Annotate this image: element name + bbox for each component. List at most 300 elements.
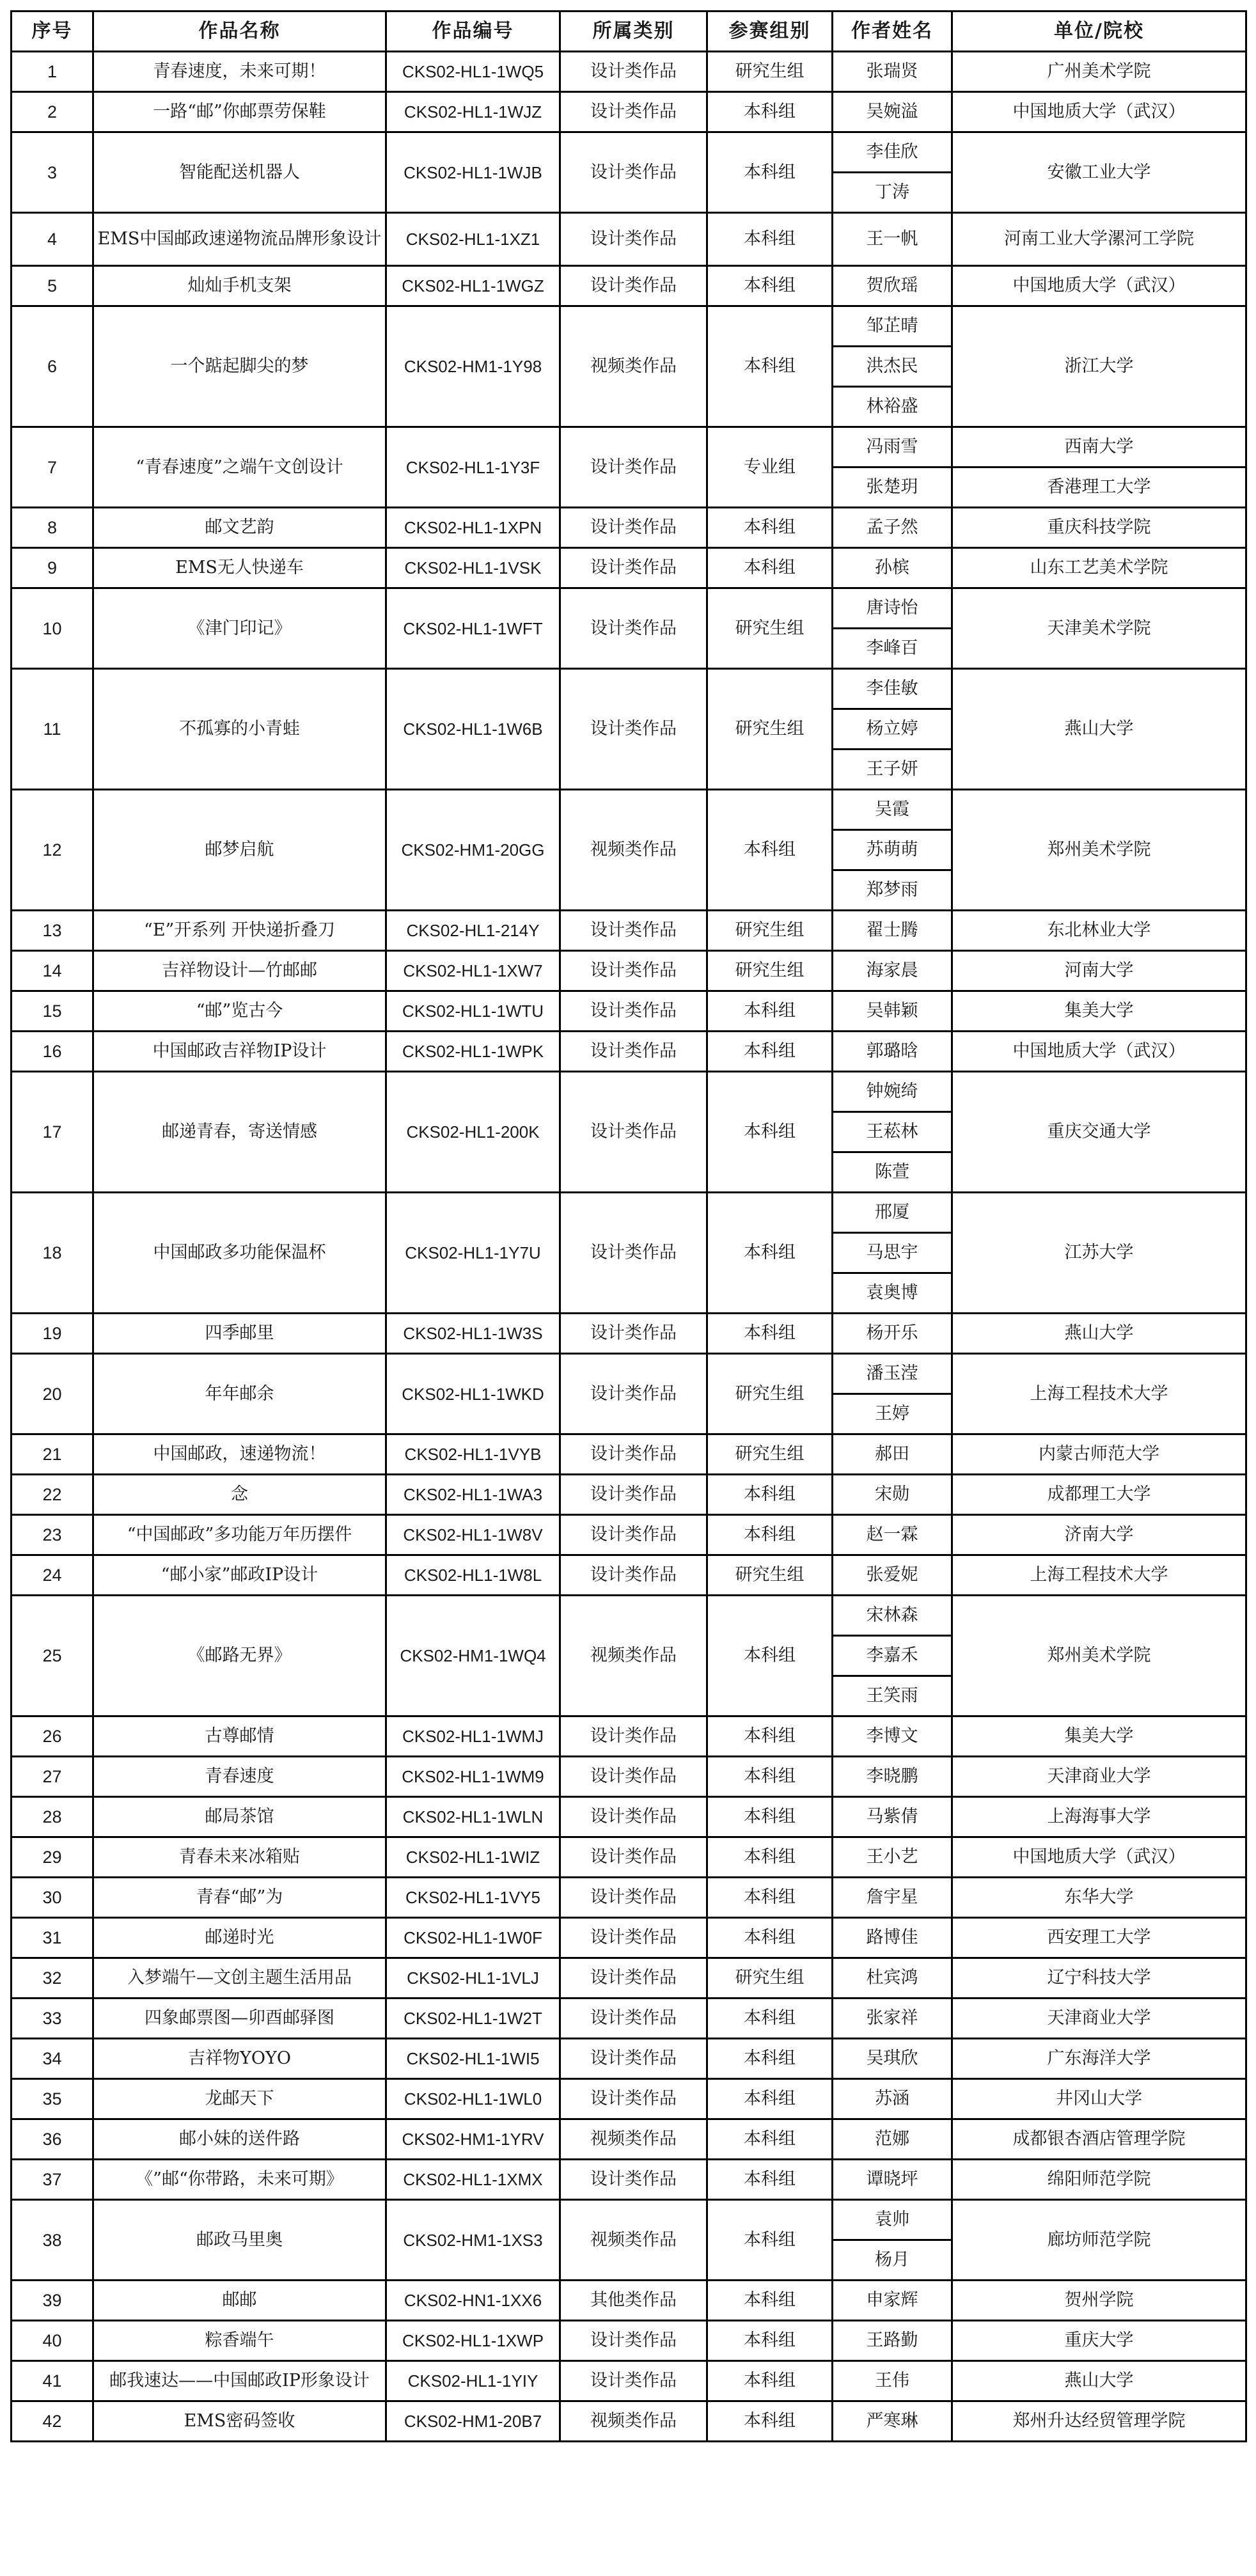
cell-work-code: CKS02-HL1-1WLN bbox=[386, 1797, 560, 1837]
cell-category: 视频类作品 bbox=[560, 306, 707, 427]
cell-work-code: CKS02-HL1-1XW7 bbox=[386, 951, 560, 991]
cell-group: 本科组 bbox=[707, 1878, 833, 1918]
cell-work-code: CKS02-HL1-1WPK bbox=[386, 1032, 560, 1072]
cell-seq: 19 bbox=[12, 1314, 93, 1354]
cell-author: 林裕盛 bbox=[833, 387, 952, 427]
cell-author: 海家晨 bbox=[833, 951, 952, 991]
cell-school: 天津商业大学 bbox=[952, 1757, 1246, 1797]
cell-seq: 31 bbox=[12, 1918, 93, 1958]
cell-group: 研究生组 bbox=[707, 911, 833, 951]
cell-school: 济南大学 bbox=[952, 1515, 1246, 1555]
cell-work-code: CKS02-HL1-1WA3 bbox=[386, 1475, 560, 1515]
table-row bbox=[12, 1797, 1246, 1837]
cell-group: 本科组 bbox=[707, 306, 833, 427]
cell-seq: 3 bbox=[12, 132, 93, 213]
cell-author: 宋林森 bbox=[833, 1596, 952, 1636]
cell-category: 设计类作品 bbox=[560, 1757, 707, 1797]
cell-work-code: CKS02-HL1-1W3S bbox=[386, 1314, 560, 1354]
table-row bbox=[12, 548, 1246, 588]
cell-category: 视频类作品 bbox=[560, 790, 707, 911]
cell-work-name: EMS中国邮政速递物流品牌形象设计 bbox=[93, 213, 386, 266]
cell-seq: 2 bbox=[12, 92, 93, 132]
cell-school: 重庆交通大学 bbox=[952, 1072, 1246, 1193]
cell-work-code: CKS02-HL1-1WGZ bbox=[386, 266, 560, 306]
cell-group: 本科组 bbox=[707, 1072, 833, 1193]
cell-author: 李博文 bbox=[833, 1716, 952, 1757]
cell-work-code: CKS02-HL1-214Y bbox=[386, 911, 560, 951]
cell-work-name: 邮递时光 bbox=[93, 1918, 386, 1958]
cell-seq: 5 bbox=[12, 266, 93, 306]
cell-work-code: CKS02-HL1-1XZ1 bbox=[386, 213, 560, 266]
cell-author: 王菘林 bbox=[833, 1112, 952, 1152]
cell-group: 本科组 bbox=[707, 2361, 833, 2401]
cell-work-code: CKS02-HM1-1WQ4 bbox=[386, 1596, 560, 1716]
cell-work-code: CKS02-HM1-1XS3 bbox=[386, 2200, 560, 2281]
cell-author: 冯雨雪 bbox=[833, 427, 952, 467]
cell-work-name: 青春速度 bbox=[93, 1757, 386, 1797]
cell-category: 设计类作品 bbox=[560, 548, 707, 588]
cell-work-code: CKS02-HL1-1WTU bbox=[386, 991, 560, 1032]
cell-work-code: CKS02-HL1-1WQ5 bbox=[386, 52, 560, 92]
cell-work-code: CKS02-HL1-1WMJ bbox=[386, 1716, 560, 1757]
cell-category: 设计类作品 bbox=[560, 588, 707, 669]
cell-group: 本科组 bbox=[707, 266, 833, 306]
cell-category: 设计类作品 bbox=[560, 2361, 707, 2401]
cell-group: 研究生组 bbox=[707, 1958, 833, 1999]
cell-author: 杨开乐 bbox=[833, 1314, 952, 1354]
table-row bbox=[12, 1354, 1246, 1394]
table-row bbox=[12, 1918, 1246, 1958]
cell-work-name: 入梦端午—文创主题生活用品 bbox=[93, 1958, 386, 1999]
cell-school: 天津商业大学 bbox=[952, 1999, 1246, 2039]
cell-seq: 22 bbox=[12, 1475, 93, 1515]
cell-category: 设计类作品 bbox=[560, 1434, 707, 1475]
cell-group: 本科组 bbox=[707, 213, 833, 266]
cell-group: 本科组 bbox=[707, 508, 833, 548]
cell-seq: 20 bbox=[12, 1354, 93, 1434]
cell-author: 陈萱 bbox=[833, 1152, 952, 1193]
cell-work-name: 念 bbox=[93, 1475, 386, 1515]
cell-school: 内蒙古师范大学 bbox=[952, 1434, 1246, 1475]
cell-seq: 7 bbox=[12, 427, 93, 508]
cell-group: 本科组 bbox=[707, 1515, 833, 1555]
cell-school: 香港理工大学 bbox=[952, 467, 1246, 508]
cell-seq: 27 bbox=[12, 1757, 93, 1797]
cell-seq: 8 bbox=[12, 508, 93, 548]
cell-group: 研究生组 bbox=[707, 1555, 833, 1596]
cell-work-code: CKS02-HL1-200K bbox=[386, 1072, 560, 1193]
cell-category: 设计类作品 bbox=[560, 1354, 707, 1434]
cell-author: 杨立婷 bbox=[833, 709, 952, 750]
cell-seq: 13 bbox=[12, 911, 93, 951]
cell-category: 视频类作品 bbox=[560, 2401, 707, 2442]
cell-group: 本科组 bbox=[707, 1314, 833, 1354]
award-table bbox=[10, 10, 1247, 2442]
cell-seq: 30 bbox=[12, 1878, 93, 1918]
cell-category: 设计类作品 bbox=[560, 508, 707, 548]
cell-work-code: CKS02-HL1-1W0F bbox=[386, 1918, 560, 1958]
cell-school: 集美大学 bbox=[952, 991, 1246, 1032]
cell-work-name: 邮文艺韵 bbox=[93, 508, 386, 548]
cell-category: 视频类作品 bbox=[560, 2119, 707, 2160]
cell-author: 吴琪欣 bbox=[833, 2039, 952, 2079]
table-row bbox=[12, 2361, 1246, 2401]
cell-school: 集美大学 bbox=[952, 1716, 1246, 1757]
table-row bbox=[12, 790, 1246, 830]
cell-group: 本科组 bbox=[707, 1918, 833, 1958]
cell-category: 设计类作品 bbox=[560, 92, 707, 132]
cell-seq: 12 bbox=[12, 790, 93, 911]
cell-work-name: 一路“邮”你邮票劳保鞋 bbox=[93, 92, 386, 132]
cell-group: 本科组 bbox=[707, 1716, 833, 1757]
table-row bbox=[12, 1072, 1246, 1112]
cell-category: 设计类作品 bbox=[560, 1999, 707, 2039]
cell-school: 绵阳师范学院 bbox=[952, 2160, 1246, 2200]
table-row bbox=[12, 1958, 1246, 1999]
header-group: 参赛组别 bbox=[707, 12, 833, 52]
header-school: 单位/院校 bbox=[952, 12, 1246, 52]
cell-author: 王子妍 bbox=[833, 750, 952, 790]
cell-work-name: 邮邮 bbox=[93, 2281, 386, 2321]
cell-author: 杜宾鸿 bbox=[833, 1958, 952, 1999]
cell-author: 张瑞贤 bbox=[833, 52, 952, 92]
cell-author: 钟婉绮 bbox=[833, 1072, 952, 1112]
cell-school: 辽宁科技大学 bbox=[952, 1958, 1246, 1999]
cell-work-code: CKS02-HL1-1XWP bbox=[386, 2321, 560, 2361]
cell-author: 张爱妮 bbox=[833, 1555, 952, 1596]
cell-seq: 42 bbox=[12, 2401, 93, 2442]
cell-work-name: 四象邮票图—卯酉邮驿图 bbox=[93, 1999, 386, 2039]
cell-seq: 26 bbox=[12, 1716, 93, 1757]
cell-author: 贺欣瑶 bbox=[833, 266, 952, 306]
header-seq: 序号 bbox=[12, 12, 93, 52]
cell-school: 西安理工大学 bbox=[952, 1918, 1246, 1958]
table-row bbox=[12, 1032, 1246, 1072]
table-row bbox=[12, 1999, 1246, 2039]
cell-seq: 6 bbox=[12, 306, 93, 427]
cell-work-code: CKS02-HL1-1W6B bbox=[386, 669, 560, 790]
table-row bbox=[12, 2281, 1246, 2321]
cell-author: 袁奥博 bbox=[833, 1273, 952, 1314]
table-row bbox=[12, 911, 1246, 951]
cell-school: 安徽工业大学 bbox=[952, 132, 1246, 213]
cell-group: 本科组 bbox=[707, 92, 833, 132]
cell-seq: 10 bbox=[12, 588, 93, 669]
cell-seq: 16 bbox=[12, 1032, 93, 1072]
cell-group: 本科组 bbox=[707, 2039, 833, 2079]
cell-author: 李佳敏 bbox=[833, 669, 952, 709]
cell-work-name: 一个踮起脚尖的梦 bbox=[93, 306, 386, 427]
cell-author: 郭璐晗 bbox=[833, 1032, 952, 1072]
cell-category: 设计类作品 bbox=[560, 1918, 707, 1958]
cell-category: 设计类作品 bbox=[560, 2160, 707, 2200]
cell-school: 重庆科技学院 bbox=[952, 508, 1246, 548]
cell-work-name: “邮小家”邮政IP设计 bbox=[93, 1555, 386, 1596]
cell-work-code: CKS02-HL1-1WKD bbox=[386, 1354, 560, 1434]
cell-category: 设计类作品 bbox=[560, 911, 707, 951]
cell-author: 宋勋 bbox=[833, 1475, 952, 1515]
cell-work-name: 智能配送机器人 bbox=[93, 132, 386, 213]
cell-author: 李嘉禾 bbox=[833, 1636, 952, 1676]
table-row bbox=[12, 2079, 1246, 2119]
cell-work-name: 邮小妹的送件路 bbox=[93, 2119, 386, 2160]
table-row bbox=[12, 1475, 1246, 1515]
cell-work-code: CKS02-HL1-1YIY bbox=[386, 2361, 560, 2401]
table-row bbox=[12, 132, 1246, 173]
cell-school: 郑州美术学院 bbox=[952, 790, 1246, 911]
cell-work-name: 《”邮“你带路，未来可期》 bbox=[93, 2160, 386, 2200]
cell-category: 设计类作品 bbox=[560, 1555, 707, 1596]
cell-seq: 38 bbox=[12, 2200, 93, 2281]
cell-seq: 28 bbox=[12, 1797, 93, 1837]
cell-work-code: CKS02-HL1-1W8V bbox=[386, 1515, 560, 1555]
cell-work-code: CKS02-HL1-1XMX bbox=[386, 2160, 560, 2200]
cell-school: 江苏大学 bbox=[952, 1193, 1246, 1314]
cell-school: 郑州升达经贸管理学院 bbox=[952, 2401, 1246, 2442]
cell-work-code: CKS02-HL1-1W2T bbox=[386, 1999, 560, 2039]
table-row bbox=[12, 588, 1246, 629]
cell-group: 本科组 bbox=[707, 1837, 833, 1878]
cell-seq: 14 bbox=[12, 951, 93, 991]
cell-school: 成都银杏酒店管理学院 bbox=[952, 2119, 1246, 2160]
cell-author: 路博佳 bbox=[833, 1918, 952, 1958]
cell-work-code: CKS02-HM1-1Y98 bbox=[386, 306, 560, 427]
cell-category: 设计类作品 bbox=[560, 1878, 707, 1918]
cell-author: 范娜 bbox=[833, 2119, 952, 2160]
cell-seq: 33 bbox=[12, 1999, 93, 2039]
cell-author: 丁涛 bbox=[833, 173, 952, 213]
cell-work-name: 不孤寡的小青蛙 bbox=[93, 669, 386, 790]
table-row bbox=[12, 2039, 1246, 2079]
cell-seq: 35 bbox=[12, 2079, 93, 2119]
cell-seq: 37 bbox=[12, 2160, 93, 2200]
cell-category: 设计类作品 bbox=[560, 951, 707, 991]
cell-work-code: CKS02-HL1-1WI5 bbox=[386, 2039, 560, 2079]
cell-category: 设计类作品 bbox=[560, 991, 707, 1032]
cell-category: 视频类作品 bbox=[560, 2200, 707, 2281]
cell-school: 浙江大学 bbox=[952, 306, 1246, 427]
cell-seq: 36 bbox=[12, 2119, 93, 2160]
cell-group: 研究生组 bbox=[707, 588, 833, 669]
cell-category: 设计类作品 bbox=[560, 2321, 707, 2361]
cell-author: 孙槟 bbox=[833, 548, 952, 588]
cell-work-name: 灿灿手机支架 bbox=[93, 266, 386, 306]
cell-group: 研究生组 bbox=[707, 1434, 833, 1475]
cell-author: 王伟 bbox=[833, 2361, 952, 2401]
cell-school: 中国地质大学（武汉） bbox=[952, 1032, 1246, 1072]
cell-author: 谭晓坪 bbox=[833, 2160, 952, 2200]
cell-work-name: 粽香端午 bbox=[93, 2321, 386, 2361]
cell-work-code: CKS02-HL1-1WL0 bbox=[386, 2079, 560, 2119]
cell-seq: 4 bbox=[12, 213, 93, 266]
table-row bbox=[12, 1515, 1246, 1555]
cell-school: 西南大学 bbox=[952, 427, 1246, 467]
cell-school: 上海工程技术大学 bbox=[952, 1354, 1246, 1434]
cell-work-name: 青春未来冰箱贴 bbox=[93, 1837, 386, 1878]
cell-school: 东华大学 bbox=[952, 1878, 1246, 1918]
cell-author: 孟子然 bbox=[833, 508, 952, 548]
cell-work-code: CKS02-HM1-1YRV bbox=[386, 2119, 560, 2160]
cell-author: 吴韩颖 bbox=[833, 991, 952, 1032]
cell-work-code: CKS02-HL1-1VYB bbox=[386, 1434, 560, 1475]
header-work-name: 作品名称 bbox=[93, 12, 386, 52]
cell-school: 燕山大学 bbox=[952, 1314, 1246, 1354]
cell-group: 研究生组 bbox=[707, 52, 833, 92]
cell-work-name: EMS密码签收 bbox=[93, 2401, 386, 2442]
cell-school: 郑州美术学院 bbox=[952, 1596, 1246, 1716]
cell-seq: 9 bbox=[12, 548, 93, 588]
cell-author: 杨月 bbox=[833, 2240, 952, 2281]
cell-work-code: CKS02-HL1-1WJB bbox=[386, 132, 560, 213]
cell-school: 上海海事大学 bbox=[952, 1797, 1246, 1837]
cell-work-name: 中国邮政吉祥物IP设计 bbox=[93, 1032, 386, 1072]
cell-work-code: CKS02-HL1-1WJZ bbox=[386, 92, 560, 132]
cell-work-code: CKS02-HL1-1VSK bbox=[386, 548, 560, 588]
cell-school: 东北林业大学 bbox=[952, 911, 1246, 951]
cell-work-code: CKS02-HL1-1WFT bbox=[386, 588, 560, 669]
cell-group: 本科组 bbox=[707, 790, 833, 911]
table-row bbox=[12, 1596, 1246, 1636]
cell-author: 苏涵 bbox=[833, 2079, 952, 2119]
cell-author: 李佳欣 bbox=[833, 132, 952, 173]
cell-group: 本科组 bbox=[707, 1797, 833, 1837]
table-row bbox=[12, 1878, 1246, 1918]
cell-group: 本科组 bbox=[707, 991, 833, 1032]
cell-school: 广东海洋大学 bbox=[952, 2039, 1246, 2079]
cell-group: 本科组 bbox=[707, 2200, 833, 2281]
cell-seq: 29 bbox=[12, 1837, 93, 1878]
cell-work-name: “E”开系列 开快递折叠刀 bbox=[93, 911, 386, 951]
cell-work-name: 中国邮政多功能保温杯 bbox=[93, 1193, 386, 1314]
table-row bbox=[12, 2321, 1246, 2361]
cell-seq: 11 bbox=[12, 669, 93, 790]
cell-author: 李晓鹏 bbox=[833, 1757, 952, 1797]
cell-seq: 15 bbox=[12, 991, 93, 1032]
cell-seq: 24 bbox=[12, 1555, 93, 1596]
cell-work-code: CKS02-HL1-1XPN bbox=[386, 508, 560, 548]
cell-work-code: CKS02-HM1-20B7 bbox=[386, 2401, 560, 2442]
cell-group: 本科组 bbox=[707, 1596, 833, 1716]
cell-work-code: CKS02-HL1-1WM9 bbox=[386, 1757, 560, 1797]
cell-group: 本科组 bbox=[707, 1999, 833, 2039]
cell-author: 袁帅 bbox=[833, 2200, 952, 2240]
cell-category: 设计类作品 bbox=[560, 669, 707, 790]
table-row bbox=[12, 213, 1246, 266]
cell-category: 设计类作品 bbox=[560, 1193, 707, 1314]
cell-author: 翟士腾 bbox=[833, 911, 952, 951]
cell-work-name: EMS无人快递车 bbox=[93, 548, 386, 588]
table-body bbox=[12, 52, 1246, 2442]
cell-school: 天津美术学院 bbox=[952, 588, 1246, 669]
header-work-code: 作品编号 bbox=[386, 12, 560, 52]
cell-seq: 1 bbox=[12, 52, 93, 92]
cell-work-name: 四季邮里 bbox=[93, 1314, 386, 1354]
cell-work-code: CKS02-HL1-1VY5 bbox=[386, 1878, 560, 1918]
cell-work-name: 中国邮政，速递物流！ bbox=[93, 1434, 386, 1475]
cell-category: 设计类作品 bbox=[560, 1958, 707, 1999]
cell-work-name: 年年邮余 bbox=[93, 1354, 386, 1434]
table-row bbox=[12, 1555, 1246, 1596]
cell-author: 王一帆 bbox=[833, 213, 952, 266]
cell-author: 马紫倩 bbox=[833, 1797, 952, 1837]
cell-author: 潘玉滢 bbox=[833, 1354, 952, 1394]
cell-seq: 34 bbox=[12, 2039, 93, 2079]
cell-group: 本科组 bbox=[707, 1475, 833, 1515]
header-author: 作者姓名 bbox=[833, 12, 952, 52]
table-row bbox=[12, 669, 1246, 709]
table-header-row bbox=[12, 12, 1246, 52]
cell-author: 申家辉 bbox=[833, 2281, 952, 2321]
table-row bbox=[12, 52, 1246, 92]
cell-category: 设计类作品 bbox=[560, 2079, 707, 2119]
table-row bbox=[12, 991, 1246, 1032]
cell-category: 其他类作品 bbox=[560, 2281, 707, 2321]
cell-category: 设计类作品 bbox=[560, 1032, 707, 1072]
cell-work-name: 邮政马里奥 bbox=[93, 2200, 386, 2281]
cell-group: 研究生组 bbox=[707, 951, 833, 991]
cell-group: 本科组 bbox=[707, 1032, 833, 1072]
cell-school: 中国地质大学（武汉） bbox=[952, 1837, 1246, 1878]
cell-author: 张家祥 bbox=[833, 1999, 952, 2039]
cell-category: 设计类作品 bbox=[560, 1314, 707, 1354]
cell-category: 设计类作品 bbox=[560, 427, 707, 508]
cell-category: 设计类作品 bbox=[560, 52, 707, 92]
cell-group: 本科组 bbox=[707, 132, 833, 213]
cell-group: 本科组 bbox=[707, 2160, 833, 2200]
cell-work-name: 邮梦启航 bbox=[93, 790, 386, 911]
cell-group: 本科组 bbox=[707, 1757, 833, 1797]
cell-seq: 21 bbox=[12, 1434, 93, 1475]
cell-category: 设计类作品 bbox=[560, 1716, 707, 1757]
cell-school: 中国地质大学（武汉） bbox=[952, 266, 1246, 306]
cell-work-code: CKS02-HL1-1WIZ bbox=[386, 1837, 560, 1878]
cell-work-name: 古尊邮情 bbox=[93, 1716, 386, 1757]
cell-seq: 25 bbox=[12, 1596, 93, 1716]
table-row bbox=[12, 2200, 1246, 2240]
cell-school: 中国地质大学（武汉） bbox=[952, 92, 1246, 132]
table-row bbox=[12, 1434, 1246, 1475]
cell-author: 张楚玥 bbox=[833, 467, 952, 508]
cell-author: 马思宇 bbox=[833, 1233, 952, 1273]
table-row bbox=[12, 2160, 1246, 2200]
cell-seq: 41 bbox=[12, 2361, 93, 2401]
cell-seq: 18 bbox=[12, 1193, 93, 1314]
cell-author: 郝田 bbox=[833, 1434, 952, 1475]
table-row bbox=[12, 2401, 1246, 2442]
cell-author: 吴婉溢 bbox=[833, 92, 952, 132]
cell-work-name: 邮我速达——中国邮政IP形象设计 bbox=[93, 2361, 386, 2401]
cell-author: 邢厦 bbox=[833, 1193, 952, 1233]
cell-seq: 39 bbox=[12, 2281, 93, 2321]
cell-work-code: CKS02-HN1-1XX6 bbox=[386, 2281, 560, 2321]
cell-category: 设计类作品 bbox=[560, 266, 707, 306]
cell-author: 王小艺 bbox=[833, 1837, 952, 1878]
cell-group: 专业组 bbox=[707, 427, 833, 508]
cell-work-name: “邮”览古今 bbox=[93, 991, 386, 1032]
cell-work-name: 青春“邮”为 bbox=[93, 1878, 386, 1918]
cell-category: 设计类作品 bbox=[560, 1837, 707, 1878]
cell-author: 李峰百 bbox=[833, 629, 952, 669]
cell-group: 本科组 bbox=[707, 2321, 833, 2361]
cell-seq: 40 bbox=[12, 2321, 93, 2361]
cell-author: 王路勤 bbox=[833, 2321, 952, 2361]
cell-school: 燕山大学 bbox=[952, 2361, 1246, 2401]
cell-author: 邹芷晴 bbox=[833, 306, 952, 347]
cell-work-name: 《邮路无界》 bbox=[93, 1596, 386, 1716]
cell-work-name: “中国邮政”多功能万年历摆件 bbox=[93, 1515, 386, 1555]
cell-work-name: 《津门印记》 bbox=[93, 588, 386, 669]
cell-category: 设计类作品 bbox=[560, 132, 707, 213]
